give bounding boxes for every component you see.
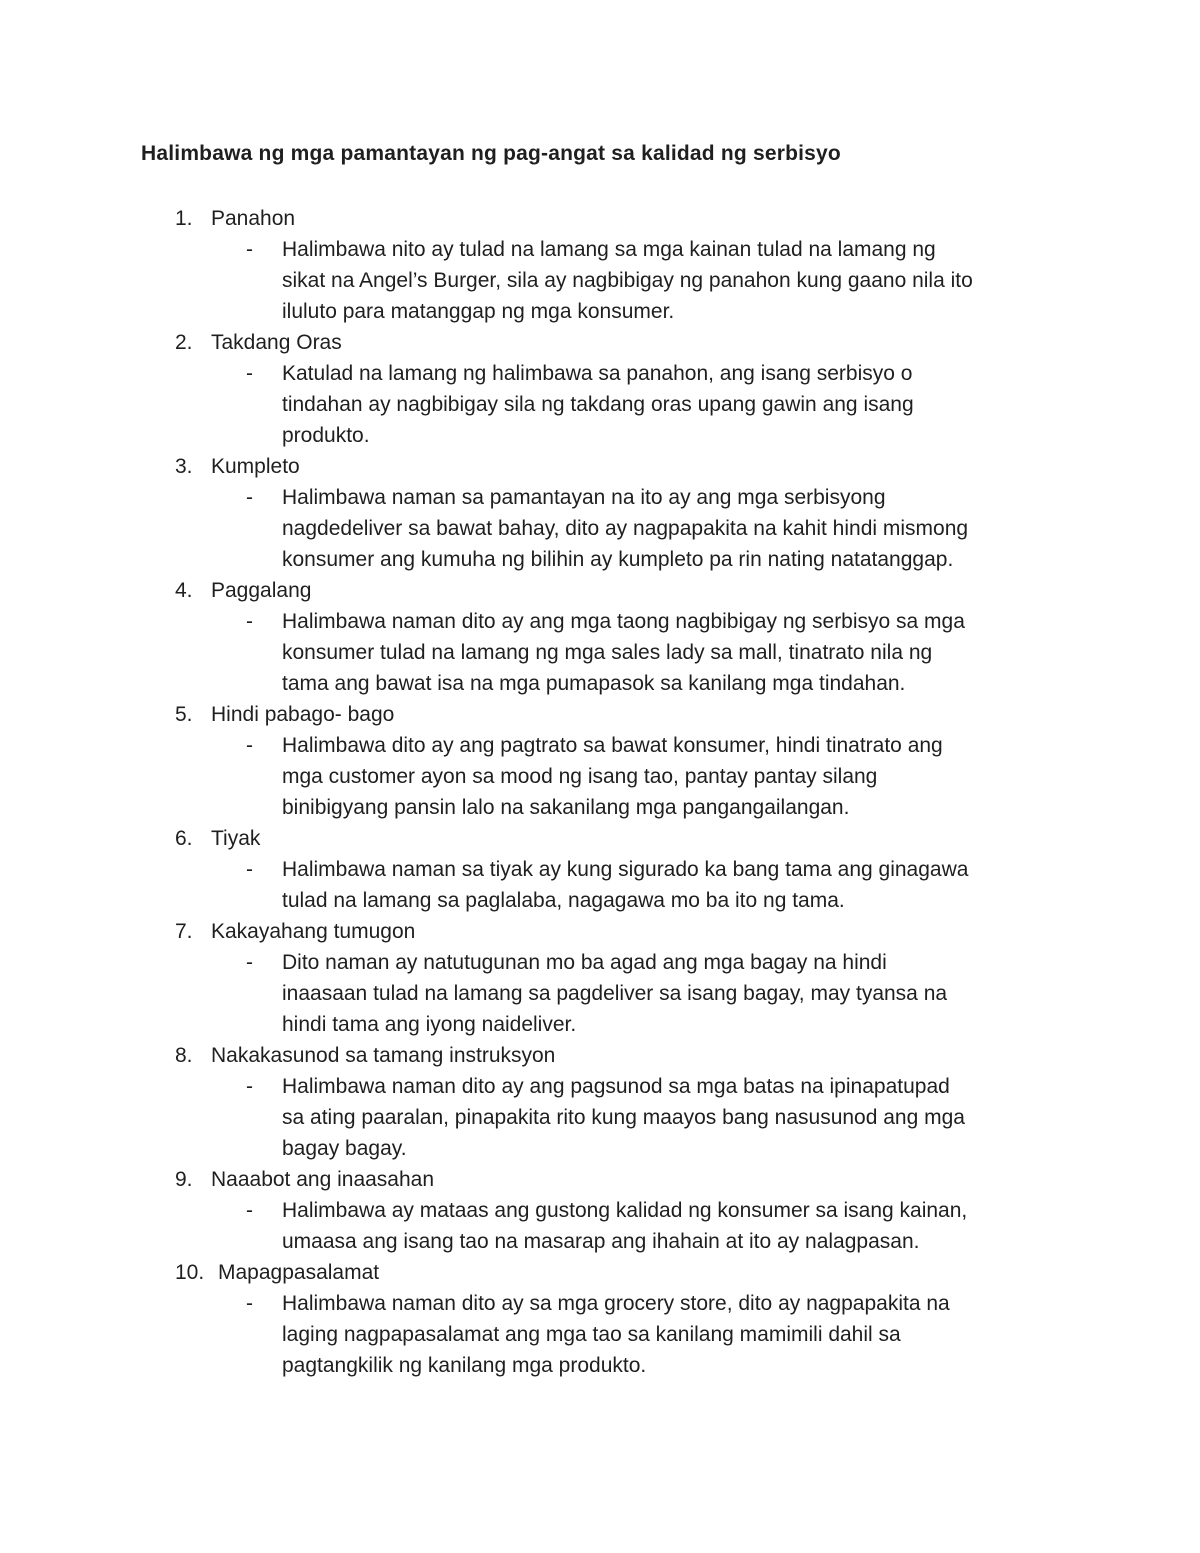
item-label: Naaabot ang inaasahan — [211, 1168, 435, 1191]
list-item — [0, 1257, 1200, 1381]
item-description: Halimbawa naman sa tiyak ay kung sigurado ka bang tama ang ginagawa tulad na lamang sa paglalaba, nagagawa mo ba ito ng tama. — [282, 858, 969, 912]
item-description: Halimbawa naman dito ay ang pagsunod sa mga batas na ipinapatupad sa ating paaralan, pinapakita rito kung maayos bang nasusunod ang mga bagay bagay. — [282, 1075, 965, 1160]
item-number: 6. — [175, 827, 193, 850]
item-label: Panahon — [211, 207, 296, 230]
item-number: 5. — [175, 703, 193, 726]
item-description: Halimbawa dito ay ang pagtrato sa bawat konsumer, hindi tinatrato ang mga customer ayon sa mood ng isang tao, pantay pantay silang binibigyang pansin lalo na sakanilang mga pangangailangan. — [282, 734, 943, 819]
dash-bullet: - — [246, 1199, 253, 1222]
item-description: Halimbawa naman dito ay ang mga taong nagbibigay ng serbisyo sa mga konsumer tulad na lamang ng mga sales lady sa mall, tinatrato nila ng tama ang bawat isa na mga pumapasok sa kanilang mga tindahan. — [282, 610, 965, 695]
dash-bullet: - — [246, 1292, 253, 1315]
item-description: Halimbawa naman sa pamantayan na ito ay ang mga serbisyong nagdedeliver sa bawat bahay, dito ay nagpapakita na kahit hindi mismong konsumer ang kumuha ng bilihin ay kumpleto pa rin nating natatanggap. — [282, 486, 969, 571]
list-item — [0, 327, 1200, 451]
item-label: Nakakasunod sa tamang instruksyon — [211, 1044, 556, 1067]
list-item — [0, 823, 1200, 916]
item-number: 10. — [175, 1261, 205, 1284]
list-item — [0, 699, 1200, 823]
list-item — [0, 451, 1200, 575]
item-description: Dito naman ay natutugunan mo ba agad ang mga bagay na hindi inaasaan tulad na lamang sa pagdeliver sa isang bagay, may tyansa na hindi tama ang iyong naideliver. — [282, 951, 948, 1036]
document-title: Halimbawa ng mga pamantayan ng pag-angat sa kalidad ng serbisyo — [141, 142, 841, 165]
item-number: 4. — [175, 579, 193, 602]
item-description: Halimbawa nito ay tulad na lamang sa mga kainan tulad na lamang ng sikat na Angel’s Burger, sila ay nagbibigay ng panahon kung gaano nila ito iluluto para matanggap ng mga konsumer. — [282, 238, 973, 323]
item-description: Katulad na lamang ng halimbawa sa panahon, ang isang serbisyo o tindahan ay nagbibigay sila ng takdang oras upang gawin ang isang produkto. — [282, 362, 914, 447]
dash-bullet: - — [246, 610, 253, 633]
item-label: Paggalang — [211, 579, 312, 602]
item-number: 3. — [175, 455, 193, 478]
dash-bullet: - — [246, 734, 253, 757]
dash-bullet: - — [246, 238, 253, 261]
item-description: Halimbawa naman dito ay sa mga grocery store, dito ay nagpapakita na laging nagpapasalamat ang mga tao sa kanilang mamimili dahil sa pagtangkilik ng kanilang mga produkto. — [282, 1292, 950, 1377]
item-label: Tiyak — [211, 827, 261, 850]
item-number: 1. — [175, 207, 193, 230]
dash-bullet: - — [246, 858, 253, 881]
list-item — [0, 1164, 1200, 1257]
list-item — [0, 203, 1200, 327]
dash-bullet: - — [246, 362, 253, 385]
item-number: 8. — [175, 1044, 193, 1067]
list-item — [0, 575, 1200, 699]
dash-bullet: - — [246, 1075, 253, 1098]
standards-list — [0, 203, 1200, 1381]
item-number: 7. — [175, 920, 193, 943]
item-label: Kakayahang tumugon — [211, 920, 416, 943]
item-label: Takdang Oras — [211, 331, 342, 354]
item-label: Kumpleto — [211, 455, 300, 478]
item-description: Halimbawa ay mataas ang gustong kalidad ng konsumer sa isang kainan, umaasa ang isang tao na masarap ang ihahain at ito ay nalagpasan. — [282, 1199, 968, 1253]
list-item — [0, 1040, 1200, 1164]
dash-bullet: - — [246, 486, 253, 509]
item-label: Hindi pabago- bago — [211, 703, 395, 726]
dash-bullet: - — [246, 951, 253, 974]
item-label: Mapagpasalamat — [218, 1261, 380, 1284]
list-item — [0, 916, 1200, 1040]
item-number: 2. — [175, 331, 193, 354]
item-number: 9. — [175, 1168, 193, 1191]
